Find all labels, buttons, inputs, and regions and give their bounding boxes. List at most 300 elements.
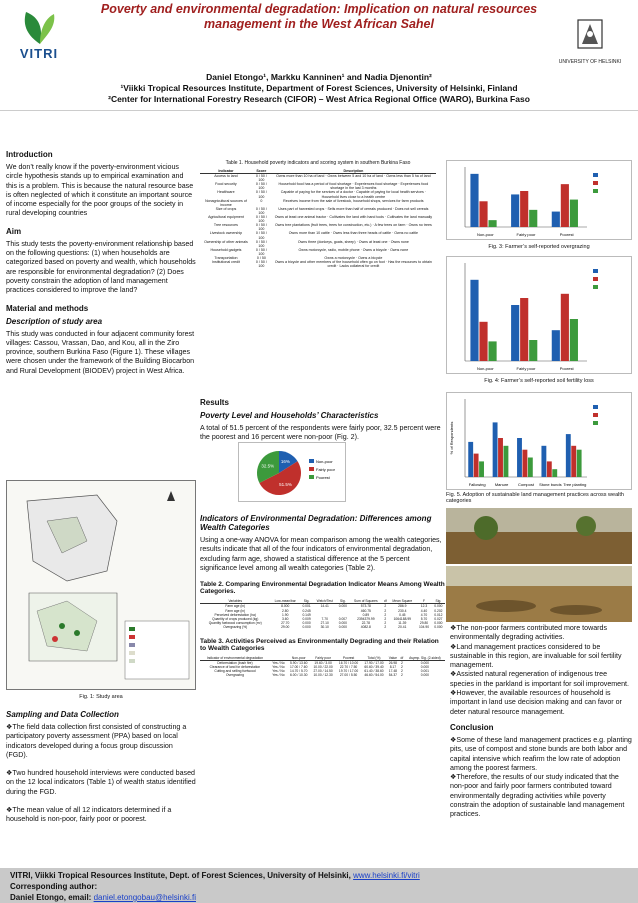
table-cell: Yes / No: [272, 669, 285, 674]
table-cell: Clearance of land for deforestation: [209, 665, 261, 670]
fig4-chart: [446, 256, 632, 374]
bar: [517, 438, 522, 477]
fig2-svg: [239, 443, 345, 501]
table-cell: 0.000: [434, 604, 443, 609]
table3-body: [200, 660, 445, 677]
bullet-icon: ❖: [450, 642, 457, 651]
x-tick-label: Non-poor: [476, 232, 494, 237]
table-cell: 0.000: [302, 621, 311, 626]
table2-body: [200, 604, 445, 630]
table-cell: 4082.8: [360, 625, 371, 630]
bar: [577, 450, 582, 477]
bar: [474, 454, 479, 477]
table-row: [200, 199, 436, 207]
table-row: [200, 207, 436, 215]
footer-line-1: VITRI, Viikki Tropical Resources Institute, Dept. of Forest Sciences, University of Helsinki, www.helsinki.fi/vitri: [10, 871, 420, 880]
table2-header-row: [200, 599, 445, 604]
table-cell: 19.60 / 3.00: [314, 660, 332, 665]
table-cell: 0.000: [434, 621, 443, 626]
table-cell: 7.70: [321, 617, 328, 621]
finding-4: ❖However, the available resources of household is important in land use decision making and can favor or deter natural resource management.: [450, 689, 622, 716]
table-header-cell: Indicator of environmental degradation: [206, 655, 264, 660]
bar: [566, 434, 571, 477]
email-link[interactable]: daniel.etongobau@helsinki.fi: [93, 893, 196, 902]
table-header-cell: df: [383, 599, 387, 604]
table-cell: 22.78: [361, 621, 370, 626]
table-cell: Agricultural equipment: [208, 215, 244, 220]
fig5-chart: [446, 392, 632, 490]
conclusion-1: ❖Some of these land management practices e.g. planting pits, use of compost and stone bunds are both labor and capital intensive which reafirm the low rate of adoption among the poorest farmers.: [450, 735, 632, 772]
pie-data-label: 32.5%: [261, 463, 275, 469]
table-cell: 0.009: [302, 617, 311, 621]
table-cell: 16.70 / 10.00: [338, 660, 359, 665]
table1-header: Indicator: [200, 169, 252, 174]
table-cell: 0.000: [338, 604, 347, 609]
pie-data-label: 51.5%: [279, 481, 292, 487]
fig3-caption: Fig. 3: Farmer’s self-reported overgrazing: [488, 244, 590, 250]
table-cell: Owns more than 10 ha of land · Owns between 5 and 10 ha of land · Owns less than 5 ha of land: [276, 174, 431, 179]
table-cell: 2: [384, 617, 387, 621]
sampling-bullet-2: ❖Two hundred household interviews were conducted based on the 12 local indicators (Table 1) of wealth status identified during the FGD.: [6, 769, 196, 796]
authors-line: Daniel Etongo¹, Markku Kanninen¹ and Nadia Djenontin²: [206, 72, 432, 82]
table-cell: Livestock ownership: [209, 231, 243, 236]
table-cell: 0.012: [434, 612, 443, 617]
sampling-bullet-3: ❖The mean value of all 12 indicators determined if a household is non-poor, fairly poor or poorest.: [6, 806, 172, 824]
table-cell: Owns motorcycle, radio, mobile phone · Owns a bicycle · Owns none: [298, 247, 409, 252]
x-tick-label: Manure: [494, 482, 509, 487]
table-cell: 2: [400, 660, 403, 665]
bar: [498, 438, 503, 477]
table-cell: 12.3: [420, 604, 428, 609]
table-cell: Quantity of crops produced (kg): [212, 617, 259, 621]
table-cell: 10.00 / 22.00: [313, 665, 333, 670]
bar: [470, 280, 478, 361]
indicators-text: Using a one-way ANOVA for mean comparison among the wealth categories, results indicate that all of the four indicators of environmental degradation, excluding farm age, showed a statistical difference at the 5 percent significance level among all wealth categories (Table 2).: [200, 536, 442, 572]
table-cell: 0 / 50 / 100: [255, 223, 267, 232]
table-cell: 10.00 / 12.30: [313, 673, 333, 678]
bar: [528, 458, 533, 478]
table-cell: 14.41: [320, 604, 329, 609]
table-cell: 60.60 / 39.40: [364, 665, 384, 670]
study-area-text: This study was conducted in four adjacent community forest villages: Cassou, Vrassan, Dao, and Kou, all in the Ziro province, southern Burkina Faso (Figure 1). These villages were chosen under the framework of the Building Biocarbon and Rural Development (BIODEV) project in West Africa.: [6, 329, 195, 375]
leaf-icon: [18, 8, 62, 46]
intro-text: We don’t really know if the poverty-environment vicious circle hypothesis stands up to empirical examination and this is a problem. This is because the natural resource base is often neglected of which it constitute an important source of income especially for the poor groups of the society in rural developing countries: [6, 163, 194, 218]
table-header-cell: Sig.: [340, 599, 346, 604]
table1-header: Description: [271, 169, 436, 174]
vitri-link[interactable]: www.helsinki.fi/vitri: [353, 871, 420, 880]
field-photo-2: [446, 566, 632, 622]
table-row: [200, 215, 436, 223]
bar: [547, 461, 552, 477]
legend-swatch: [309, 475, 314, 479]
x-tick-label: Poorest: [559, 232, 574, 237]
table-cell: Transportation: [214, 255, 238, 260]
table-cell: Healthcare: [217, 190, 235, 195]
bullet-icon: ❖: [6, 806, 13, 815]
table-header-cell: Fairly poor: [315, 655, 331, 660]
conclusion-2: ❖Therefore, the results of our study indicated that the non-poor and fairly poor farmers contributed toward environmentally degrading activities while poverty constrain the adoption of sustainable land management practices.: [450, 773, 625, 819]
left-column: [6, 150, 196, 384]
legend-label: Poorest: [316, 475, 330, 480]
table-header-cell: Welch/Test: [316, 599, 333, 604]
methods-heading: Material and methods: [6, 303, 89, 313]
table-cell: 17.90 / 17.00: [364, 660, 384, 665]
bar: [561, 294, 569, 361]
table-cell: Owns three (donkeys, goats, sheep) · Owns at least one · Owns none: [297, 239, 409, 244]
table-cell: 2: [400, 669, 403, 674]
table-cell: 2: [384, 608, 387, 613]
table-cell: 0 / 50 / 100: [255, 231, 267, 240]
bar: [511, 305, 519, 361]
legend-swatch: [593, 405, 598, 409]
bullet-icon: ❖: [450, 735, 457, 744]
table-cell: 0.000: [338, 621, 347, 626]
table-cell: 0.027: [434, 617, 443, 621]
table-cell: 30.10: [320, 625, 329, 630]
table-cell: 0.000: [434, 625, 443, 630]
y-axis-label: % of Respondents: [449, 421, 454, 455]
intro-heading: Introduction: [6, 150, 53, 159]
x-tick-label: Stone bunds: [539, 482, 562, 487]
bar: [570, 319, 578, 361]
table-cell: 2: [400, 665, 403, 670]
table-cell: 2394379.99: [357, 617, 375, 621]
findings-list: [450, 624, 632, 820]
table1-title: Table 1. Household poverty indicators and scoring system in southern Burkina Faso: [225, 160, 411, 166]
fig4-svg: [447, 257, 631, 373]
table-cell: Food security: [215, 182, 237, 187]
legend-label: Non-poor: [316, 459, 333, 464]
aim-heading: Aim: [6, 226, 22, 236]
footer-line-3: Daniel Etongo, email: daniel.etongobau@helsinki.fi: [10, 893, 196, 902]
bar: [470, 174, 478, 227]
table-cell: 0 / 50 / 100: [255, 215, 267, 224]
table-cell: 0.149: [302, 612, 311, 617]
fig2-chart: [238, 442, 346, 502]
bar: [468, 442, 473, 477]
table-cell: 0 / 50: [256, 255, 266, 260]
table-cell: 17.48: [388, 669, 398, 674]
table-cell: 11.39: [398, 621, 407, 626]
table-cell: 54.37: [388, 673, 398, 678]
table-header-cell: Asymp. Sig. (2-sided): [409, 655, 441, 660]
bar: [520, 298, 528, 361]
university-wordmark: UNIVERSITY OF HELSINKI: [558, 59, 622, 65]
bar: [479, 201, 487, 227]
table-cell: Yes / No: [272, 660, 285, 665]
legend-swatch: [593, 421, 598, 425]
table-cell: Owns at least one animal tractor · Cultivates the land with hand tools · Cultivates the land manually: [274, 215, 433, 220]
table-cell: 19.70 / 17.00: [338, 669, 359, 674]
field-photo-1: [446, 508, 632, 564]
table1-header: Score: [252, 169, 271, 174]
table-row: [200, 223, 436, 231]
results-subheading: Poverty Level and Households’ Characteristics: [200, 411, 379, 420]
table-cell: 61.40 / 38.60: [364, 669, 384, 674]
table-cell: 286.9: [398, 604, 407, 609]
poster-footer: [0, 868, 638, 903]
table-header-cell: Mean Square: [392, 599, 413, 604]
legend-swatch: [309, 467, 314, 471]
table-cell: Uses part of harvested crops · Sells more than half of cereals produced · Does not sell cereals: [278, 206, 429, 211]
affiliation-2: ²Center for International Forestry Research (CIFOR) – West Africa Regional Office (WARO), Burkina Faso: [108, 94, 530, 104]
table-header-cell: Low-mean/bar: [274, 599, 296, 604]
table-cell: 29.00: [281, 625, 290, 630]
table-row: [200, 182, 436, 190]
x-tick-label: Fairly poor: [516, 232, 536, 237]
indicators-section: [200, 514, 445, 678]
table-cell: Capable of paying for the services of a doctor · Capable of paying for local health services · Household lives close to a health centre: [280, 190, 426, 199]
table-header-cell: Variables: [228, 599, 242, 604]
table-cell: Owns a bicycle and other members of the household often go on foot · Has the resources to obtain credit · Lacks collateral for credit: [274, 260, 432, 269]
table-cell: 2: [384, 612, 387, 617]
study-area-map: [6, 480, 196, 690]
legend-swatch: [593, 413, 598, 417]
bar: [552, 469, 557, 477]
table-header-cell: Sum of Squares: [354, 599, 378, 604]
fig3-svg: [447, 161, 631, 239]
table-cell: 0.000: [420, 665, 429, 670]
table-1: [200, 160, 436, 392]
bullet-icon: ❖: [450, 624, 457, 632]
table-2: [200, 599, 445, 629]
bullet-icon: ❖: [450, 773, 457, 782]
table-cell: 0.245: [302, 608, 311, 613]
table-cell: 22.70 / 7.50: [339, 665, 358, 670]
table-cell: 2.80: [282, 608, 289, 613]
finding-1: ❖The non-poor farmers contributed more towards environmentally degrading activities.: [450, 624, 607, 642]
table-cell: Yes / No: [272, 673, 285, 678]
fig5-svg: [447, 393, 631, 489]
table-cell: 0.000: [420, 660, 429, 665]
poster-header: [0, 0, 638, 110]
table-cell: 573.78: [360, 604, 371, 609]
table-cell: 0.000: [302, 625, 311, 630]
legend-swatch: [593, 269, 598, 273]
table-cell: 0.000: [338, 625, 347, 630]
table-row: [200, 190, 436, 198]
bar: [552, 212, 560, 227]
table-row: [200, 240, 436, 248]
legend-label: Fairly poor: [316, 467, 335, 472]
bar: [488, 220, 496, 227]
sampling-section: [6, 710, 196, 834]
author-block: [0, 72, 638, 105]
bar: [561, 184, 569, 227]
table-row: [200, 260, 436, 268]
table-cell: 27.00 / 14.50: [313, 669, 333, 674]
table2-title: Table 2. Comparing Environmental Degradation Indicator Means Among Wealth Categories.: [200, 581, 445, 596]
table-cell: 17.00 / 7.60: [289, 665, 308, 670]
university-seal-icon: [570, 16, 610, 52]
table-header-cell: Poorest: [342, 655, 355, 660]
table-cell: Yes / No: [272, 665, 285, 670]
table-cell: 2: [384, 625, 387, 630]
finding-3: ❖Assisted natural regeneration of indigenous tree species in the parkland is important for soil improvement.: [450, 670, 629, 688]
bar: [479, 322, 487, 361]
legend-swatch: [593, 189, 598, 193]
table-row: [200, 231, 436, 239]
vitri-wordmark: VITRI: [19, 46, 59, 61]
legend-swatch: [593, 277, 598, 281]
bar: [493, 422, 498, 477]
table-cell: Household food has a period of food shortage · Experiences food shortage · Experiences food shortage in the last 3 months: [278, 182, 429, 191]
table-cell: 0.89: [362, 612, 370, 617]
table-cell: Overgrazing: [225, 673, 244, 678]
legend-swatch: [593, 285, 598, 289]
table-header-cell: Value: [388, 655, 397, 660]
table-header-cell: Sig.: [303, 599, 310, 604]
table-cell: 0.001: [420, 669, 429, 674]
table-cell: Owns tree plantations (fruit trees, trees for construction, etc.) · A few trees on farm · Owns no trees: [274, 223, 432, 228]
table-cell: 4.40: [420, 608, 428, 613]
table-cell: Perceived deforestation (ha): [214, 612, 256, 617]
x-tick-label: Poorest: [559, 366, 574, 371]
table-cell: 0.007: [338, 617, 347, 621]
university-logo: [550, 16, 630, 70]
bar: [488, 341, 496, 361]
table-cell: Size of crops: [215, 206, 237, 211]
table-row: [200, 248, 436, 256]
table-cell: 6.00 / 10.30: [289, 673, 308, 678]
bar: [570, 200, 578, 227]
table-header-cell: Total (%): [367, 655, 381, 660]
table-cell: 27.10: [320, 621, 329, 626]
table-cell: 5.90 / 13.60: [289, 660, 308, 665]
table-row: [200, 625, 445, 629]
table-header-cell: Non-poor: [291, 655, 306, 660]
table-cell: 0.001: [302, 604, 311, 609]
table-cell: 27.70: [281, 621, 290, 626]
table-cell: 2: [384, 621, 387, 626]
poster-title: Poverty and environmental degradation: Implication on natural resources management in the West African Sahel: [100, 2, 538, 31]
table3-title: Table 3. Activities Perceived as Environmentally Degrading and their Relation to Wealth Categories: [200, 637, 439, 652]
table-cell: 1.90: [282, 612, 289, 617]
table-cell: 14.70 / 5.70: [289, 669, 308, 674]
bar: [571, 446, 576, 477]
sampling-heading: Sampling and Data Collection: [6, 710, 119, 719]
table-cell: 0 / 50 / 100: [255, 206, 267, 215]
table-cell: Access to land: [214, 174, 238, 179]
bar: [511, 194, 519, 227]
indicators-heading: Indicators of Environmental Degradation: Differences among Wealth Categories: [200, 514, 432, 532]
table-cell: Ownership of other animals: [204, 239, 248, 244]
table-cell: Quantity fuelwood consumption (m³): [208, 621, 262, 626]
table-cell: 230.4: [398, 608, 407, 613]
table-cell: Owns more than 10 cattle · Owns less than three heads of cattle · Owns no cattle: [288, 231, 419, 236]
table-cell: 0 / 50 / 100: [255, 174, 267, 183]
table-row: [200, 673, 445, 677]
table-cell: 0 / 50 / 100: [255, 182, 267, 191]
bullet-icon: ❖: [450, 670, 457, 679]
bar: [529, 340, 537, 361]
bar: [503, 446, 508, 477]
table-cell: 0 / 50 / 100: [255, 239, 267, 248]
legend-swatch: [593, 173, 598, 177]
fig4-caption: Fig. 4: Farmer’s self-reported soil fertility loss: [484, 378, 594, 384]
table-header-cell: F: [423, 599, 426, 604]
table-cell: 0.202: [434, 608, 443, 613]
table-cell: 26.98: [388, 660, 398, 665]
table-header-cell: df: [400, 655, 404, 660]
table-cell: 2: [384, 604, 387, 609]
table-cell: Household gadgets: [210, 247, 242, 252]
legend-swatch: [309, 459, 314, 463]
x-tick-label: Non-poor: [476, 366, 494, 371]
bar: [541, 446, 546, 477]
table-cell: 46.60 / 54.00: [364, 673, 384, 678]
map-figure: [7, 481, 195, 689]
aim-text: This study tests the poverty-environment relationship based on the following questions: (1) when households are categorized based on poverty and wealth, which households are responsible for environmental degradation? (2) Does poverty constrain the adoption of land management practices considered to improve the land?: [6, 239, 196, 295]
footer-line-2: Corresponding author:: [10, 882, 98, 891]
table-cell: 460.75: [360, 608, 371, 613]
bullet-icon: ❖: [450, 689, 457, 698]
table-cell: 20.41: [398, 625, 407, 630]
x-tick-label: Fairly poor: [516, 366, 536, 371]
legend-swatch: [593, 181, 598, 185]
table-cell: 4.70: [420, 612, 428, 617]
bullet-icon: ❖: [6, 769, 13, 778]
bar: [522, 450, 527, 477]
x-tick-label: Compost: [517, 482, 535, 487]
bar: [520, 191, 528, 227]
table-cell: Deforestation (bush fire): [217, 660, 253, 665]
table-cell: 0.000: [420, 673, 429, 678]
results-text: A total of 51.5 percent of the respondents were fairly poor, 32.5 percent were the poorest and 16 percent were non-poor (Fig. 2).: [200, 424, 441, 442]
table1-grid: [200, 169, 436, 268]
vitri-logo: [8, 8, 70, 66]
table-cell: Farm age (in): [225, 604, 246, 609]
x-tick-label: Tree planting: [563, 482, 587, 487]
table-row: [200, 174, 436, 183]
x-tick-label: Fallowing: [468, 482, 486, 487]
table-cell: 0 / 50 / 100: [255, 247, 267, 256]
table-cell: 0 / 50 / 100: [255, 190, 267, 199]
table-cell: Cutting and selling fuelwood: [214, 669, 256, 674]
sampling-bullet-1: ❖The field data collection first consisted of constructing a participatory poverty assessment (PPA) based on local indicators developed during a focus group discussion (FGD).: [6, 723, 187, 759]
table-cell: 8.17: [389, 665, 397, 670]
table-cell: 0 / 50 / 100: [255, 260, 267, 269]
table-cell: Nonagricultural sources of income: [205, 198, 247, 207]
table-cell: Overgrazing (%): [223, 625, 248, 630]
table-cell: 5.70: [420, 617, 428, 621]
affiliation-1: ¹Viikki Tropical Resources Institute, Department of Forest Sciences, University of Helsinki, Finland: [120, 83, 518, 93]
table-cell: 3.60: [282, 617, 289, 621]
table-cell: Receives income from the sale of livestock, household shops, services for farm products: [283, 198, 424, 203]
pie-data-label: 16%: [280, 458, 290, 464]
table-cell: 0.45: [399, 612, 406, 617]
table-cell: 1064188.99: [393, 617, 412, 621]
table-cell: Institutional credit: [211, 260, 240, 265]
field-photo-2-image: [446, 566, 632, 622]
fig5-caption: Fig. 5. Adoption of sustainable land management practices across wealth categories: [446, 492, 624, 504]
fig3-chart: [446, 160, 632, 240]
bullet-icon: ❖: [6, 723, 13, 731]
table-cell: 29.80: [419, 621, 429, 626]
table-3: [200, 656, 445, 678]
fig1-caption: Fig. 1: Study area: [79, 694, 123, 700]
field-photo-1-image: [446, 508, 632, 564]
table-cell: Tree resources: [213, 223, 238, 228]
results-heading: Results: [200, 398, 229, 407]
header-divider: [0, 110, 638, 111]
conclusion-heading: Conclusion: [450, 722, 494, 732]
table1-body: [200, 174, 436, 269]
table-header-cell: Sig.: [435, 599, 442, 604]
bar: [552, 330, 560, 361]
bar: [479, 461, 484, 477]
table-cell: 27.00 / 5.50: [339, 673, 358, 678]
